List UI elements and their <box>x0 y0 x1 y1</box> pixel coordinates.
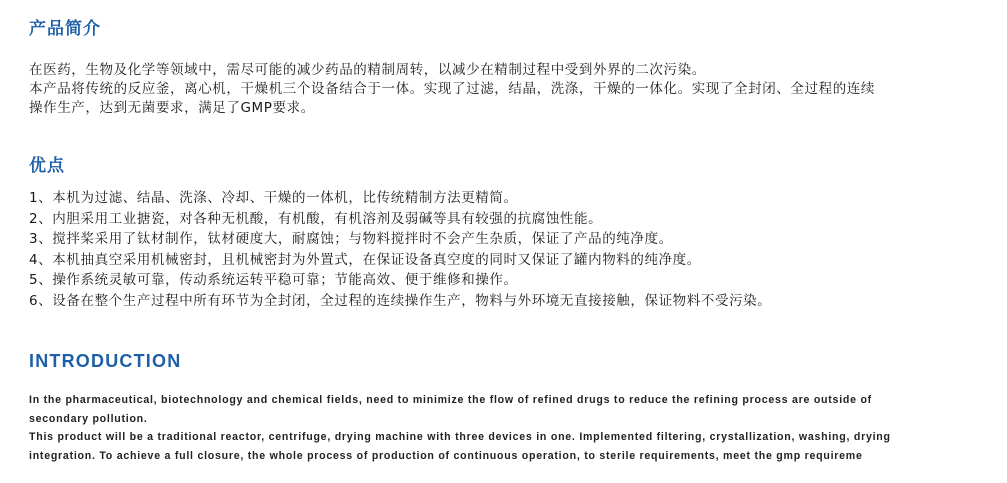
product-intro-line: 在医药，生物及化学等领域中，需尽可能的减少药品的精制周转，以减少在精制过程中受到外界的二次污染。 <box>29 62 706 78</box>
introduction-line: integration. To achieve a full closure, the whole process of production of continuous operation, to sterile requirements, meet the gmp requireme <box>29 449 863 462</box>
introduction-line: In the pharmaceutical, biotechnology and chemical fields, need to minimize the flow of refined drugs to reduce the refining process are outside of <box>29 394 872 406</box>
product-intro-body <box>29 61 875 118</box>
advantage-item: 4、本机抽真空采用机械密封，且机械密封为外置式，在保证设备真空度的同时又保证了罐内物料的纯净度。 <box>29 251 701 268</box>
introduction-line: secondary pollution. <box>29 412 148 425</box>
advantage-item: 2、内胆采用工业搪瓷，对各种无机酸，有机酸，有机溶剂及弱碱等具有较强的抗腐蚀性能。 <box>29 210 603 227</box>
advantage-item: 6、设备在整个生产过程中所有环节为全封闭，全过程的连续操作生产，物料与外环境无直接接触，保证物料不受污染。 <box>29 292 772 309</box>
advantage-item: 3、搅拌桨采用了钛材制作，钛材硬度大，耐腐蚀；与物料搅拌时不会产生杂质，保证了产品的纯净度。 <box>29 231 673 248</box>
advantage-item: 1、本机为过滤、结晶、洗涤、冷却、干燥的一体机，比传统精制方法更精简。 <box>29 190 518 206</box>
introduction-body <box>29 391 969 465</box>
product-intro-heading: 产品简介 <box>29 19 101 39</box>
advantages-heading: 优点 <box>29 156 65 176</box>
product-intro-line: 本产品将传统的反应釜，离心机，干燥机三个设备结合于一体。实现了过滤，结晶，洗涤，干燥的一体化。实现了全封闭、全过程的连续 <box>29 81 875 97</box>
advantages-list <box>29 188 771 312</box>
introduction-line: This product will be a traditional reactor, centrifuge, drying machine with three devices in one. Implemented filtering, crystallization, washing, drying <box>29 431 891 443</box>
advantage-item: 5、操作系统灵敏可靠，传动系统运转平稳可靠；节能高效、便于维修和操作。 <box>29 272 518 289</box>
product-intro-line: 操作生产，达到无菌要求，满足了GMP要求。 <box>29 100 315 116</box>
introduction-heading: INTRODUCTION <box>29 351 182 371</box>
